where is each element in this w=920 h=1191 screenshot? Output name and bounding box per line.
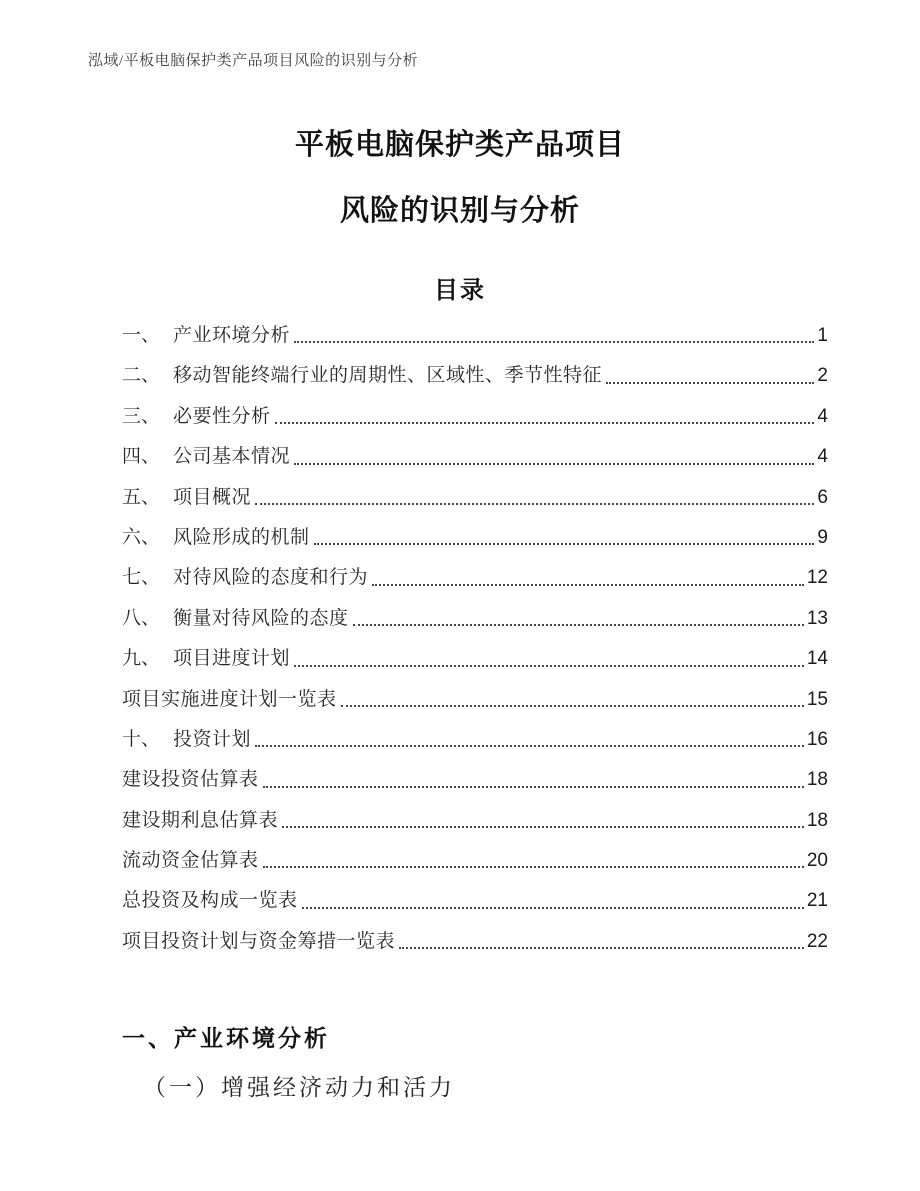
dot-leader [263,786,804,788]
toc-entry-page: 22 [806,930,828,952]
dot-leader [353,624,804,626]
toc-entry-page: 20 [806,850,828,872]
toc-entry-number: 七、 [122,567,161,589]
dot-leader [294,463,814,465]
toc-entry-page: 2 [817,365,828,387]
toc-entry-title: 必要性分析 [173,405,271,427]
toc-entry[interactable] [122,720,828,760]
toc-entry[interactable] [122,316,828,356]
dot-leader [399,947,804,949]
dot-leader [372,584,804,586]
toc-entry-title: 项目进度计划 [173,648,291,670]
dot-leader [255,503,814,505]
toc-entry-page: 16 [806,728,828,750]
toc-entry-title: 总投资及构成一览表 [122,890,298,912]
dot-leader [606,382,814,384]
toc-entry[interactable] [122,760,828,800]
toc-entry-number: 八、 [122,607,161,629]
toc-entry[interactable] [122,639,828,679]
toc-entry-number: 九、 [122,648,161,670]
toc-entry[interactable] [122,437,828,477]
toc-entry-page: 4 [817,446,828,468]
toc-entry-title: 衡量对待风险的态度 [173,607,349,629]
toc-entry-page: 6 [817,486,828,508]
toc-entry[interactable] [122,599,828,639]
document-title-line2: 风险的识别与分析 [339,195,580,227]
section-heading-industry-environment: 一、产业环境分析 [122,1025,330,1051]
toc-entry-page: 1 [817,325,828,346]
toc-heading: 目录 [434,277,486,304]
toc-entry-page: 15 [806,688,828,710]
toc-entry-page: 18 [806,769,828,791]
dot-leader [294,665,804,667]
document-header: 泓域/平板电脑保护类产品项目风险的识别与分析 [88,53,419,69]
toc-entry[interactable] [122,518,828,558]
toc-entry-title: 移动智能终端行业的周期性、区域性、季节性特征 [173,365,603,387]
toc-entry[interactable] [122,558,828,598]
toc-entry-page: 9 [817,526,828,548]
dot-leader [282,826,804,828]
dot-leader [263,866,804,868]
toc-entry-title: 风险形成的机制 [173,526,310,548]
dot-leader [341,705,804,707]
document-title-line1: 平板电脑保护类产品项目 [294,129,625,161]
toc-entry[interactable] [122,397,828,437]
toc-entry-title: 建设期利息估算表 [122,809,279,831]
toc-entry[interactable] [122,356,828,396]
table-of-contents [122,316,828,962]
dot-leader [255,745,804,747]
toc-entry-number: 二、 [122,365,161,387]
toc-entry-page: 13 [806,607,828,629]
toc-entry-page: 21 [806,890,828,912]
toc-entry-title: 投资计划 [173,728,252,750]
toc-entry-number: 四、 [122,446,161,468]
toc-entry-number: 三、 [122,405,161,427]
toc-entry[interactable] [122,478,828,518]
toc-entry[interactable] [122,801,828,841]
toc-entry-title: 建设投资估算表 [122,769,259,791]
toc-entry[interactable] [122,881,828,921]
toc-entry-number: 六、 [122,526,161,548]
dot-leader [294,341,814,343]
toc-entry-title: 公司基本情况 [173,446,291,468]
toc-entry-number: 十、 [122,728,161,750]
toc-entry-title: 流动资金估算表 [122,850,259,872]
toc-entry-title: 项目投资计划与资金筹措一览表 [122,930,396,952]
dot-leader [275,422,815,424]
toc-entry-title: 项目实施进度计划一览表 [122,688,337,710]
toc-entry[interactable] [122,922,828,962]
subsection-heading-economic-vitality: （一）增强经济动力和活力 [143,1075,455,1100]
toc-entry-number: 一、 [122,325,161,346]
toc-entry-page: 4 [817,405,828,427]
toc-entry[interactable] [122,841,828,881]
toc-entry[interactable] [122,680,828,720]
toc-entry-page: 18 [806,809,828,831]
dot-leader [314,543,815,545]
dot-leader [302,907,804,909]
toc-entry-page: 14 [806,648,828,670]
toc-entry-title: 产业环境分析 [173,325,291,346]
toc-entry-page: 12 [806,567,828,589]
toc-entry-title: 对待风险的态度和行为 [173,567,369,589]
toc-entry-title: 项目概况 [173,486,252,508]
toc-entry-number: 五、 [122,486,161,508]
